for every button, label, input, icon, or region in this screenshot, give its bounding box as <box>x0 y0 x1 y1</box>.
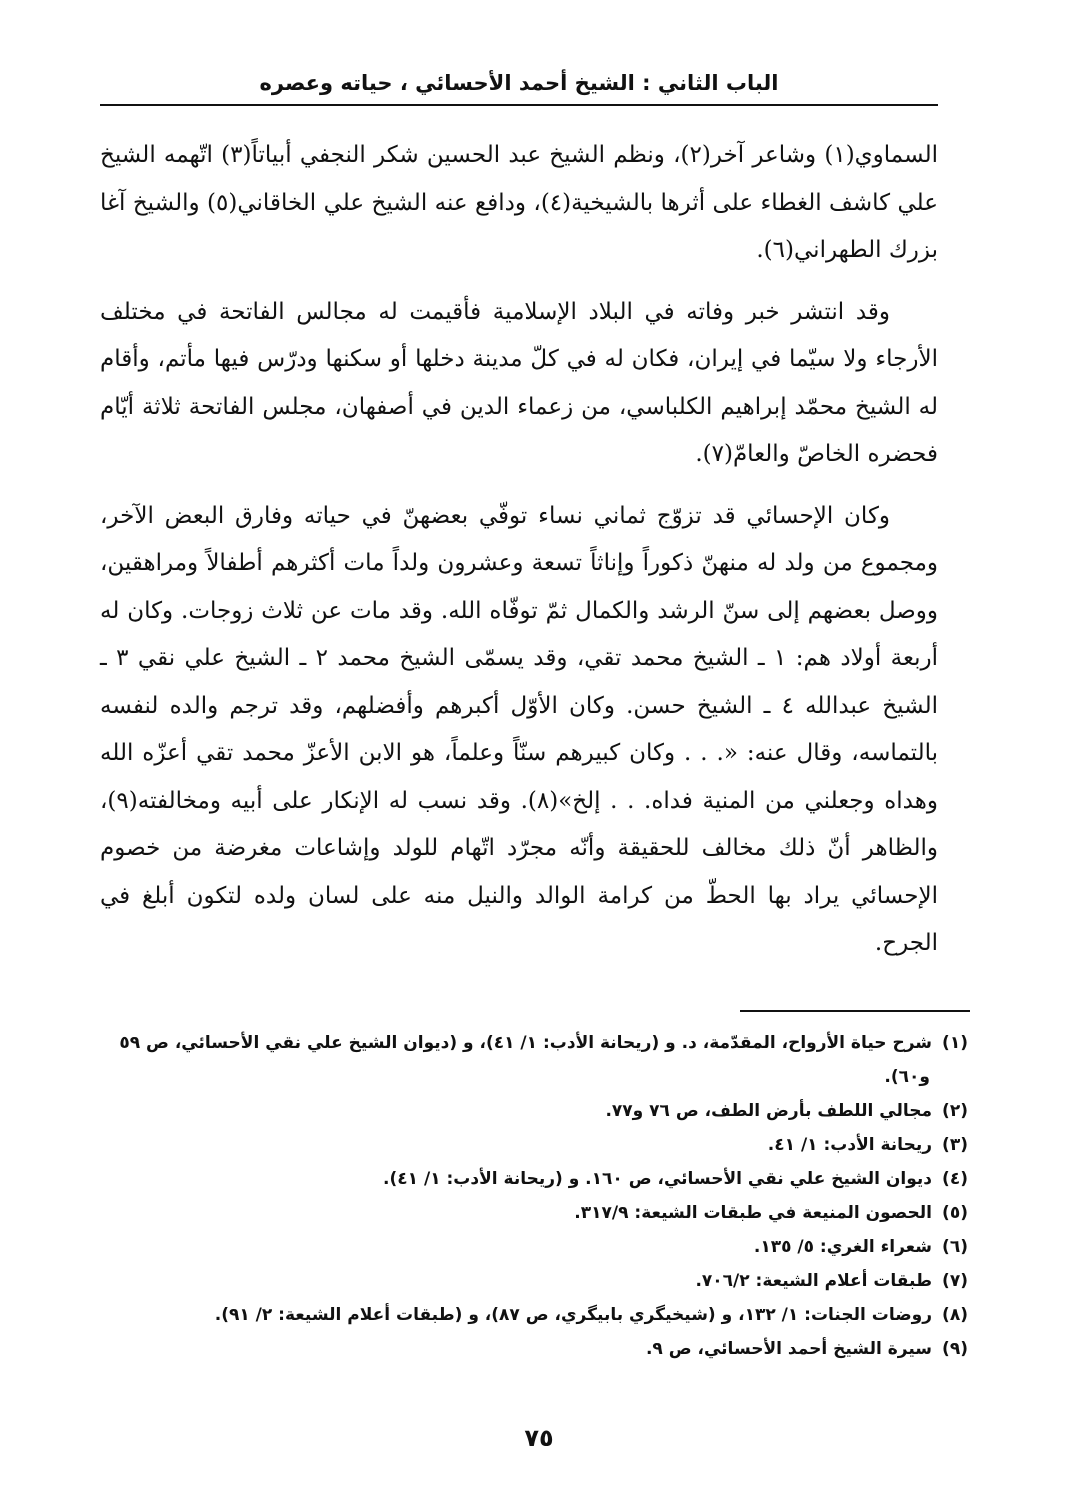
header-divider <box>100 104 938 106</box>
footnote-text: ديوان الشيخ علي نقي الأحسائي، ص ١٦٠. و (ريحانة الأدب: ١/ ٤١). <box>383 1169 932 1189</box>
footnote-text: طبقات أعلام الشيعة: ٧٠٦/٢. <box>695 1271 932 1291</box>
main-text <box>100 132 938 982</box>
footnote-number: (٣) <box>942 1135 968 1155</box>
footnote-number: (٢) <box>942 1101 968 1121</box>
footnote-number: (٩) <box>942 1339 968 1359</box>
footnote-number: (٨) <box>942 1305 968 1325</box>
footnote-text: روضات الجنات: ١/ ١٣٢، و (شيخيگري بابيگري، ص ٨٧)، و (طبقات أعلام الشيعة: ٢/ ٩١). <box>214 1305 932 1325</box>
footnote-number: (٤) <box>942 1169 968 1189</box>
footnote-text: شعراء الغري: ٥/ ١٣٥. <box>753 1237 932 1257</box>
footnote-text: سيرة الشيخ أحمد الأحسائي، ص ٩. <box>645 1339 932 1359</box>
header-title: الباب الثاني : الشيخ أحمد الأحسائي ، حياته وعصره <box>259 71 779 95</box>
paragraph-3: وكان الإحسائي قد تزوّج ثماني نساء توفّي بعضهنّ في حياته وفارق البعض الآخر، ومجموع من ولد له منهنّ ذكوراً وإناثاً تسعة وعشرون ولداً مات أكثرهم أطفالاً ومراهقين، ووصل بعضهم إلى سنّ الرشد والكمال ثمّ توفّاه الله. وقد مات عن ثلاث زوجات. وكان له أربعة أولاد هم: ١ ـ الشيخ محمد تقي، وقد يسمّى الشيخ محمد ٢ ـ الشيخ علي نقي ٣ ـ الشيخ عبدالله ٤ ـ الشيخ حسن. وكان الأوّل أكبرهم وأفضلهم، وقد ترجم والده لنفسه بالتماسه، وقال عنه: «. . . وكان كبيرهم سنّاً وعلماً، هو الابن الأعزّ محمد تقي أعزّه الله وهداه وجعلني من المنية فداه. . . إلخ»(٨). وقد نسب له الإنكار على أبيه ومخالفته(٩)، والظاهر أنّ ذلك مخالف للحقيقة وأنّه مجرّد اتّهام للولد وإشاعات مغرضة من خصوم الإحسائي يراد بها الحطّ من كرامة الوالد والنيل منه على لسان ولده لتكون أبلغ في الجرح. <box>100 502 939 956</box>
footnote-text: ريحانة الأدب: ١/ ٤١. <box>767 1135 932 1155</box>
footnote-5 <box>100 1196 968 1230</box>
footnote-number: (٥) <box>942 1203 968 1223</box>
paragraph-1: السماوي(١) وشاعر آخر(٢)، ونظم الشيخ عبد الحسين شكر النجفي أبياتاً(٣) اتّهمه الشيخ علي كاشف الغطاء على أثرها بالشيخية(٤)، ودافع عنه الشيخ علي الخاقاني(٥) والشيخ آغا بزرك الطهراني(٦). <box>100 142 938 263</box>
footnote-text: شرح حياة الأرواح، المقدّمة، د. و (ريحانة الأدب: ١/ ٤١)، و (ديوان الشيخ علي نقي الأحسائي، ص ٥٩ و٦٠). <box>119 1033 932 1087</box>
footnote-2 <box>100 1094 968 1128</box>
footnote-3 <box>100 1128 968 1162</box>
footnote-number: (٦) <box>942 1237 968 1257</box>
footnote-8 <box>100 1298 968 1332</box>
footnote-number: (١) <box>942 1033 968 1053</box>
footnote-text: مجالي اللطف بأرض الطف، ص ٧٦ و٧٧. <box>605 1101 932 1121</box>
paragraph-2: وقد انتشر خبر وفاته في البلاد الإسلامية فأقيمت له مجالس الفاتحة في مختلف الأرجاء ولا سيّما في إيران، فكان له في كلّ مدينة دخلها أو سكنها ودرّس فيها مأتم، وأقام له الشيخ محمّد إبراهيم الكلباسي، من زعماء الدين في أصفهان، مجلس الفاتحة ثلاثة أيّام فحضره الخاصّ والعامّ(٧). <box>100 298 938 467</box>
footnote-1 <box>100 1026 968 1094</box>
footnote-text: الحصون المنيعة في طبقات الشيعة: ٣١٧/٩. <box>574 1203 932 1223</box>
footnotes <box>100 1026 968 1366</box>
footnote-9 <box>100 1332 968 1366</box>
footnote-6 <box>100 1230 968 1264</box>
running-header <box>100 68 938 102</box>
footnote-7 <box>100 1264 968 1298</box>
footnote-divider <box>740 1010 970 1012</box>
footnote-number: (٧) <box>942 1271 968 1291</box>
footnote-4 <box>100 1162 968 1196</box>
page-number: ٧٥ <box>524 1424 554 1452</box>
